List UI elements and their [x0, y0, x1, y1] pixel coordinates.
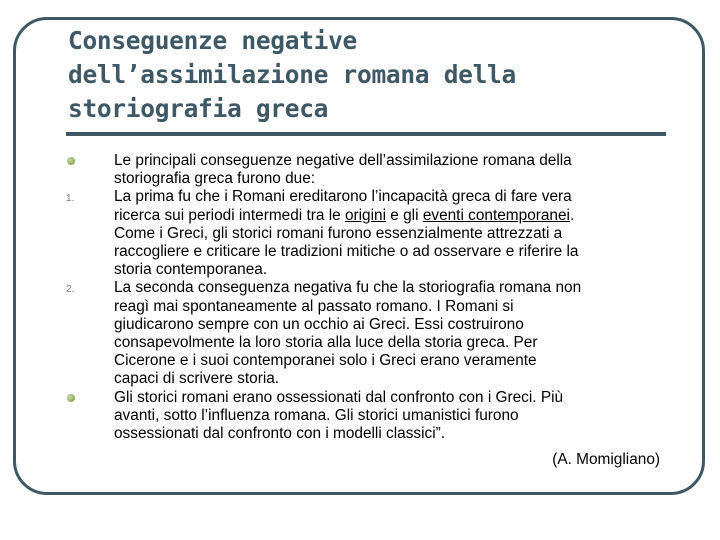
item-text-line: storia contemporanea.	[114, 261, 268, 279]
item-text-line: storiografia greca furono due:	[114, 170, 316, 188]
underlined-term-eventi: eventi contemporanei	[422, 206, 570, 224]
item-text-line: giudicarono sempre con un occhio ai Greci. Essi costruirono	[114, 315, 524, 333]
text-segment: e gli	[386, 206, 423, 224]
title-line: dell’assimilazione romana della	[68, 60, 516, 89]
title-divider	[66, 132, 666, 136]
list-item	[64, 152, 664, 188]
item-text-line: Cicerone e i suoi contemporanei solo i Greci erano veramente	[114, 352, 537, 370]
title-line: Conseguenze negative	[68, 26, 358, 55]
bullet-marker	[64, 152, 88, 170]
item-text-line: raccogliere e criticare le tradizioni mitiche o ad osservare e riferire la	[114, 243, 579, 261]
item-text-line	[114, 207, 664, 225]
text-segment: ricerca sui periodi intermedi tra le	[114, 206, 345, 224]
item-text-line: Gli storici romani erano ossessionati dal confronto con i Greci. Più	[114, 388, 564, 406]
list-item	[64, 279, 664, 388]
slide-body	[64, 152, 664, 469]
number-marker	[64, 188, 88, 206]
item-text-line: La seconda conseguenza negativa fu che la storiografia romana non	[114, 279, 582, 297]
bullet-icon	[67, 157, 75, 165]
item-text-line: consapevolmente la loro storia alla luce della storia greca. Per	[114, 334, 538, 352]
title-line: storiografia greca	[68, 94, 329, 123]
item-text-line: Come i Greci, gli storici romani furono essenzialmente attrezzati a	[114, 224, 563, 242]
bullet-marker	[64, 389, 88, 407]
item-text-line: Le principali conseguenze negative dell’assimilazione romana della	[114, 152, 572, 169]
item-text-line: capaci di scrivere storia.	[114, 370, 280, 388]
quote-attribution: (A. Momigliano)	[552, 451, 660, 469]
item-text-line: La prima fu che i Romani ereditarono l’incapacità greca di fare vera	[114, 188, 572, 206]
underlined-term-origini: origini	[344, 206, 387, 224]
number-marker	[64, 279, 88, 297]
list-number: 2.	[66, 284, 75, 296]
slide-title	[68, 24, 668, 126]
text-segment: .	[569, 206, 575, 224]
item-text-line: avanti, sotto l’influenza romana. Gli storici umanistici furono	[114, 406, 519, 424]
item-text-line: reagì mai spontaneamente al passato romano. I Romani si	[114, 297, 514, 315]
item-text-line: ossessionati dal confronto con i modelli classici”.	[114, 425, 446, 443]
bullet-icon	[67, 394, 75, 402]
list-item	[64, 188, 664, 279]
list-item	[64, 389, 664, 470]
list-number: 1.	[66, 193, 75, 205]
